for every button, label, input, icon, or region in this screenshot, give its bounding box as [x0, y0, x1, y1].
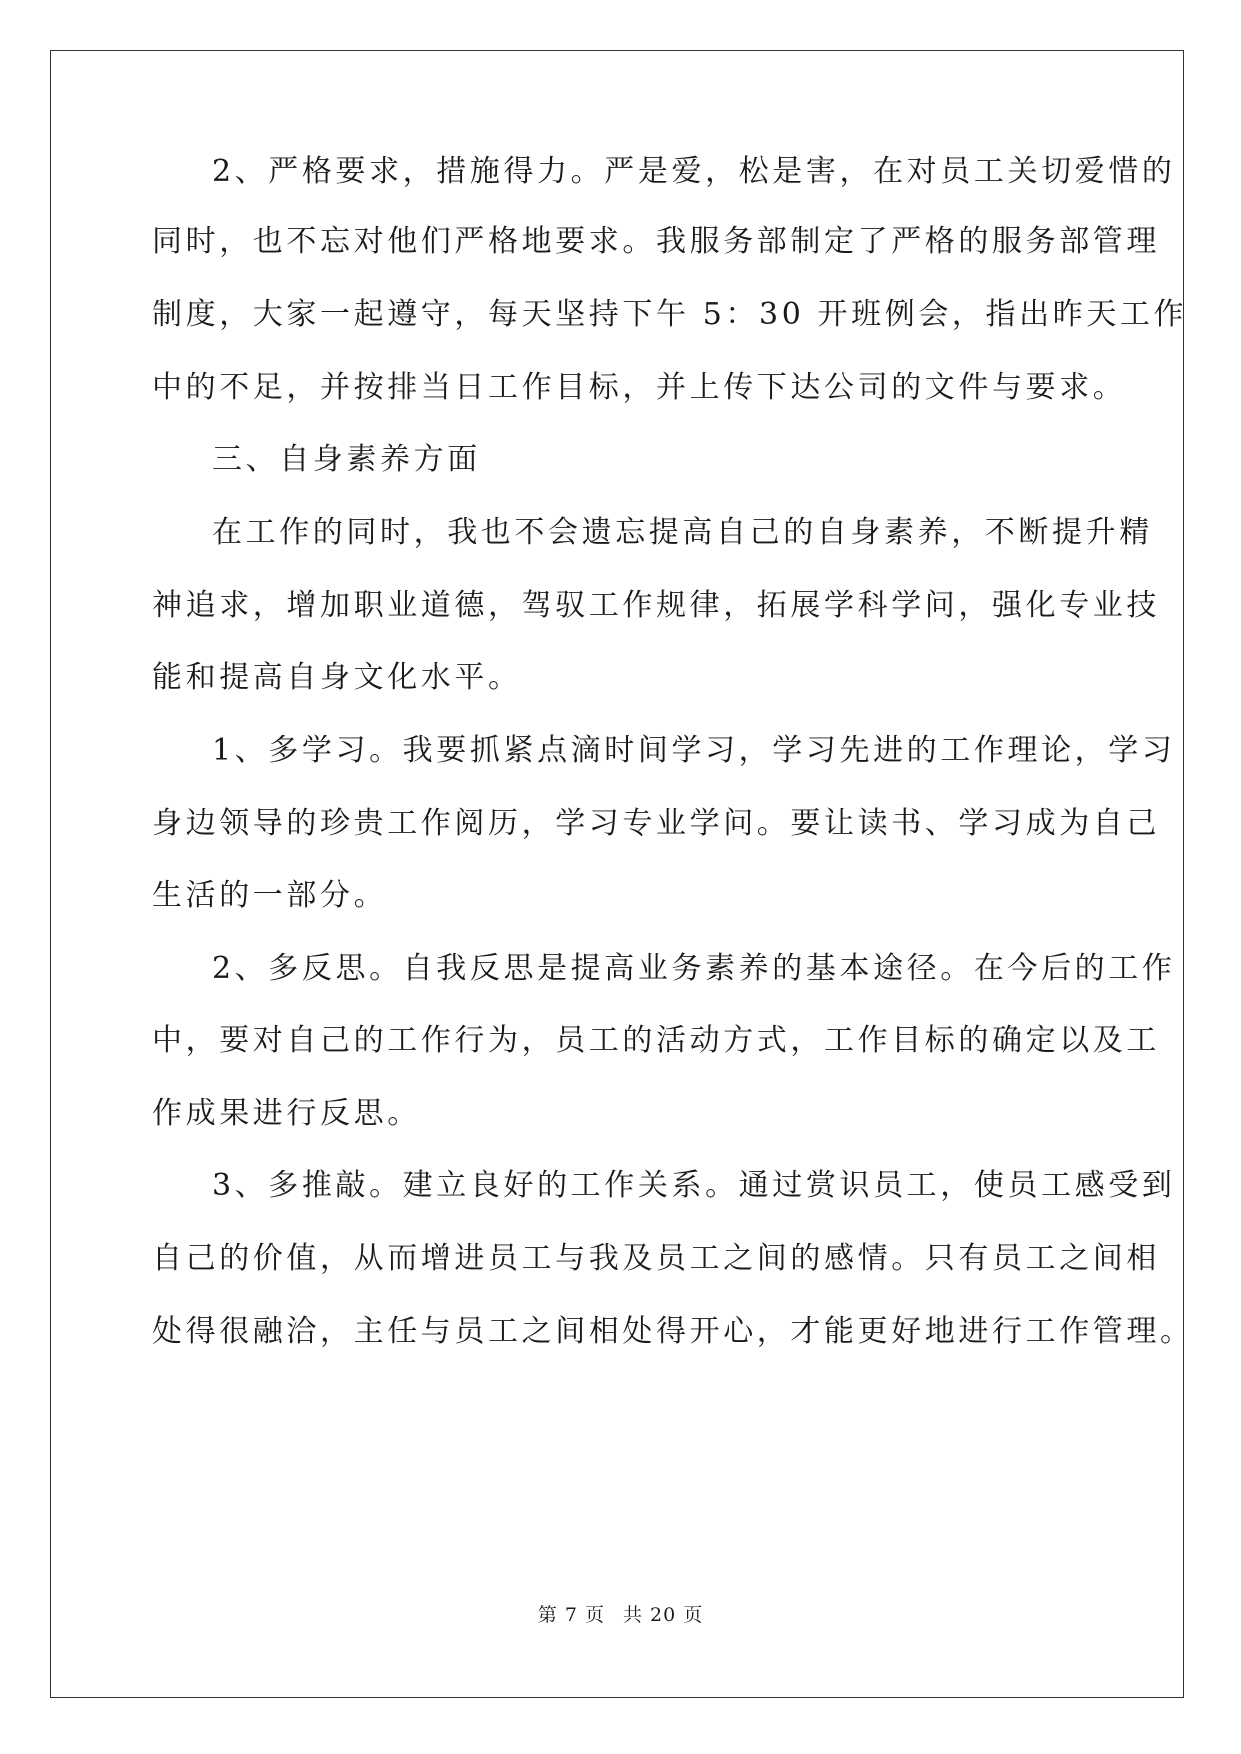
page-number: 第 7 页 — [537, 1604, 605, 1626]
paragraph-line: 处得很融洽，主任与员工之间相处得开心，才能更好地进行工作管理。 — [152, 1314, 1194, 1349]
paragraph-line: 自己的价值，从而增进员工与我及员工之间的感情。只有员工之间相 — [152, 1241, 1160, 1276]
paragraph-line: 神追求，增加职业道德，驾驭工作规律，拓展学科学问，强化专业技 — [152, 588, 1160, 623]
paragraph-line: 生活的一部分。 — [152, 878, 388, 913]
paragraph-line: 1、多学习。我要抓紧点滴时间学习，学习先进的工作理论，学习 — [212, 733, 1176, 768]
paragraph-line: 制度，大家一起遵守，每天坚持下午 5：30 开班例会，指出昨天工作 — [152, 297, 1188, 332]
paragraph-line: 2、严格要求，措施得力。严是爱，松是害，在对员工关切爱惜的 — [212, 154, 1176, 189]
paragraph-line: 中，要对自己的工作行为，员工的活动方式，工作目标的确定以及工 — [152, 1023, 1160, 1058]
paragraph-line: 3、多推敲。建立良好的工作关系。通过赏识员工，使员工感受到 — [212, 1168, 1176, 1203]
paragraph-line: 2、多反思。自我反思是提高业务素养的基本途径。在今后的工作 — [212, 951, 1176, 986]
paragraph-line: 能和提高自身文化水平。 — [152, 660, 522, 695]
paragraph-line: 在工作的同时，我也不会遗忘提高自己的自身素养，不断提升精 — [212, 515, 1153, 550]
paragraph-line: 作成果进行反思。 — [152, 1096, 421, 1131]
paragraph-line: 身边领导的珍贵工作阅历，学习专业学问。要让读书、学习成为自己 — [152, 806, 1160, 841]
paragraph-line: 中的不足，并按排当日工作目标，并上传下达公司的文件与要求。 — [152, 370, 1127, 405]
page-total: 共 20 页 — [622, 1604, 704, 1626]
paragraph-line: 同时，也不忘对他们严格地要求。我服务部制定了严格的服务部管理 — [152, 224, 1160, 259]
page-footer — [0, 1602, 1241, 1628]
section-heading: 三、自身素养方面 — [212, 442, 481, 477]
